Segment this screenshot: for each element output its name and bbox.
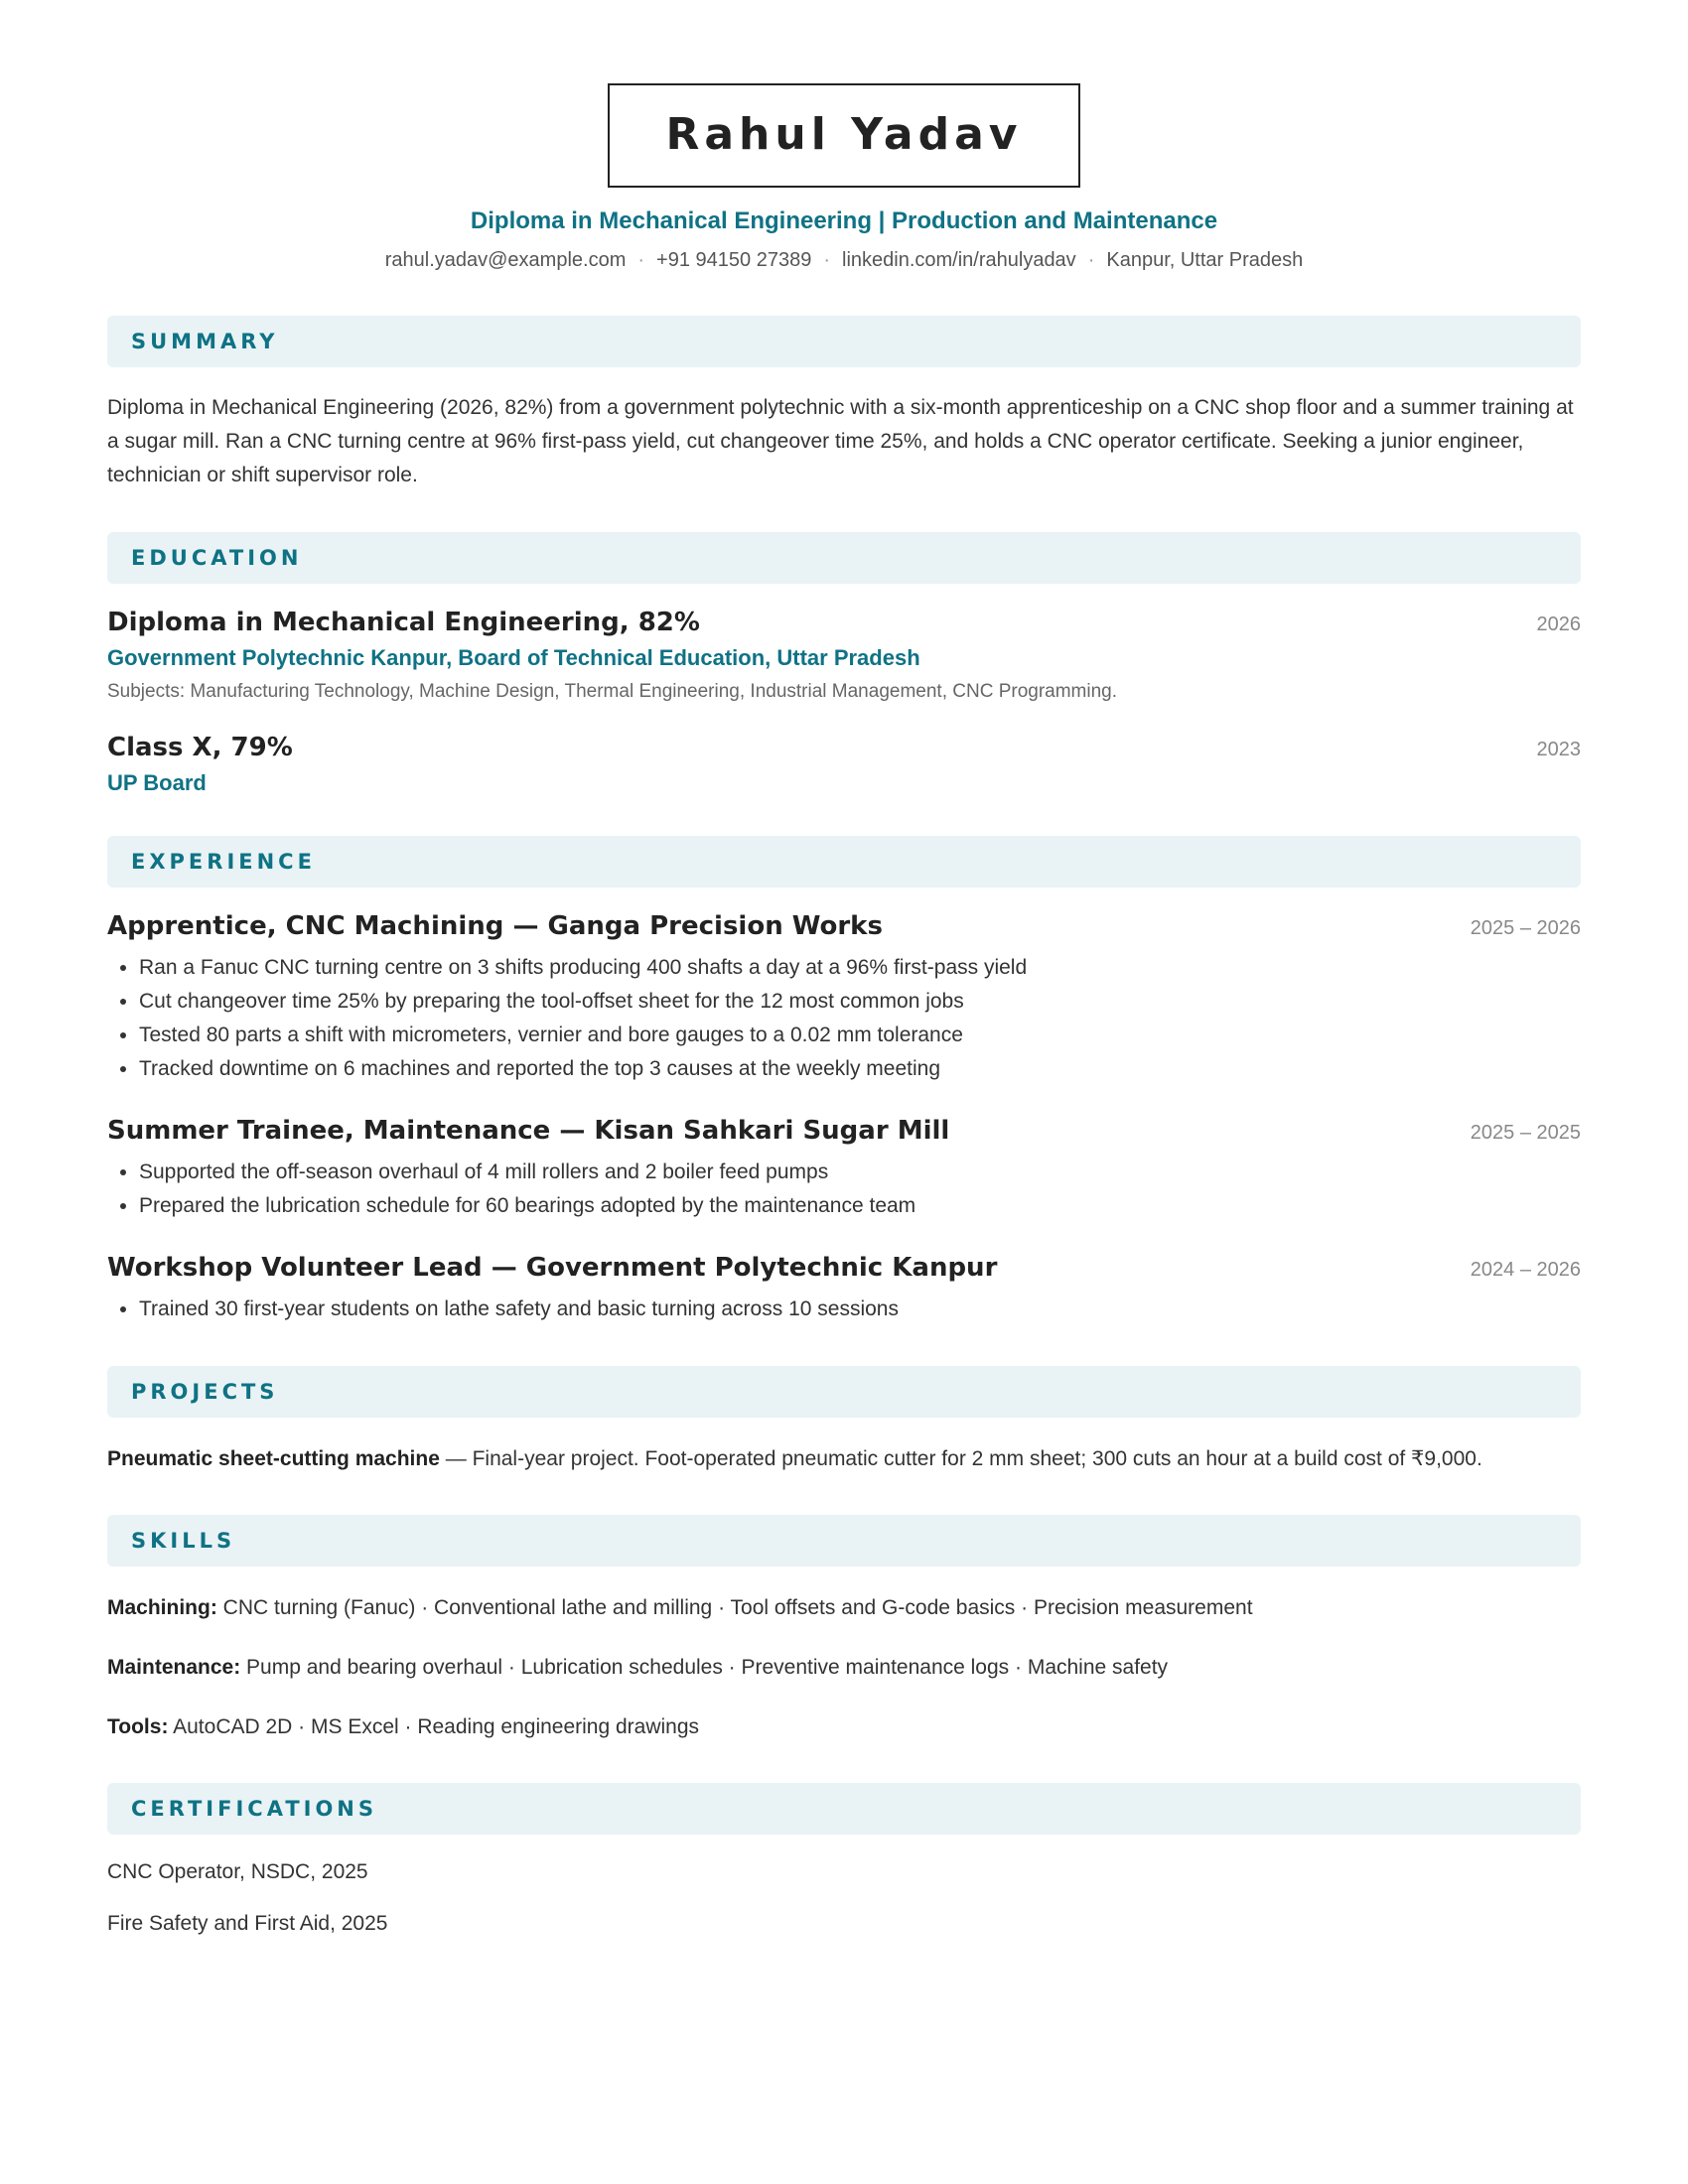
entry-header	[107, 1253, 1581, 1283]
section-header-summary: SUMMARY	[107, 316, 1581, 367]
job-title: Summer Trainee, Maintenance — Kisan Sahkari Sugar Mill	[107, 1116, 950, 1146]
contact-line	[107, 249, 1581, 272]
separator: ·	[1087, 249, 1095, 271]
contact-phone: +91 94150 27389	[656, 249, 812, 271]
section-header-experience: EXPERIENCE	[107, 836, 1581, 887]
entry-header	[107, 911, 1581, 941]
skill-values: AutoCAD 2D · MS Excel · Reading engineering drawings	[168, 1715, 700, 1738]
bullet-list	[107, 1293, 1581, 1326]
contact-email: rahul.yadav@example.com	[384, 249, 627, 271]
degree-title: Diploma in Mechanical Engineering, 82%	[107, 608, 700, 637]
experience-entry	[107, 1116, 1581, 1223]
section-header-certifications: CERTIFICATIONS	[107, 1783, 1581, 1835]
entry-header	[107, 1116, 1581, 1146]
skill-values: CNC turning (Fanuc) · Conventional lathe and milling · Tool offsets and G-code basics · Precision measurement	[216, 1596, 1253, 1619]
summary-text: Diploma in Mechanical Engineering (2026, 82%) from a government polytechnic with a six-month apprenticeship on a CNC shop floor and a summer training at a sugar mill. Ran a CNC turning centre at 96% first-pass yield, cut changeover time 25%, and holds a CNC operator certificate. Seeking a junior engineer, technician or shift supervisor role.	[107, 396, 1574, 486]
entry-date: 2023	[1536, 739, 1581, 760]
contact-linkedin: linkedin.com/in/rahulyadav	[842, 249, 1076, 271]
candidate-name: Rahul Yadav	[608, 83, 1079, 188]
bullet-item: • Tested 80 parts a shift with micrometers, vernier and bore gauges to a 0.02 mm tolerance	[139, 1019, 1581, 1052]
certification-item: CNC Operator, NSDC, 2025	[107, 1860, 368, 1883]
separator: ·	[823, 249, 830, 271]
subjects-note: Subjects: Manufacturing Technology, Machine Design, Thermal Engineering, Industrial Management, CNC Programming.	[107, 681, 1118, 702]
bullet-item: • Ran a Fanuc CNC turning centre on 3 shifts producing 400 shafts a day at a 96% first-pass yield	[139, 951, 1581, 985]
skill-label: Tools:	[107, 1715, 169, 1738]
bullet-list	[107, 1156, 1581, 1223]
entry-date: 2025 – 2026	[1470, 917, 1581, 939]
experience-entry	[107, 911, 1581, 1086]
institution: Government Polytechnic Kanpur, Board of Technical Education, Uttar Pradesh	[107, 645, 920, 670]
contact-location: Kanpur, Uttar Pradesh	[1106, 249, 1304, 271]
skill-group	[107, 1652, 1581, 1684]
education-entry	[107, 608, 1581, 703]
project-name: Pneumatic sheet-cutting machine	[107, 1447, 440, 1470]
experience-entry	[107, 1253, 1581, 1326]
degree-title: Class X, 79%	[107, 733, 293, 762]
section-header-projects: PROJECTS	[107, 1366, 1581, 1418]
entry-date: 2024 – 2026	[1470, 1259, 1581, 1281]
project-item	[107, 1443, 1581, 1475]
section-header-education: EDUCATION	[107, 532, 1581, 584]
separator: ·	[637, 249, 645, 271]
skill-group	[107, 1711, 1581, 1743]
section-header-skills: SKILLS	[107, 1515, 1581, 1567]
bullet-list	[107, 951, 1581, 1086]
bullet-item: • Tracked downtime on 6 machines and reported the top 3 causes at the weekly meeting	[139, 1052, 1581, 1086]
entry-date: 2025 – 2025	[1470, 1122, 1581, 1144]
skill-label: Machining:	[107, 1596, 217, 1619]
project-description: — Final-year project. Foot-operated pneumatic cutter for 2 mm sheet; 300 cuts an hour at a build cost of ₹9,000.	[439, 1447, 1482, 1470]
job-title: Workshop Volunteer Lead — Government Polytechnic Kanpur	[107, 1253, 998, 1283]
bullet-item: • Trained 30 first-year students on lathe safety and basic turning across 10 sessions	[139, 1293, 1581, 1326]
entry-header	[107, 733, 1581, 762]
entry-date: 2026	[1536, 614, 1581, 635]
job-title: Apprentice, CNC Machining — Ganga Precision Works	[107, 911, 883, 941]
education-entry	[107, 733, 1581, 796]
institution: UP Board	[107, 770, 207, 795]
skill-group	[107, 1592, 1581, 1624]
skill-label: Maintenance:	[107, 1656, 241, 1679]
skill-values: Pump and bearing overhaul · Lubrication schedules · Preventive maintenance logs · Machine safety	[240, 1656, 1169, 1679]
bullet-item: • Prepared the lubrication schedule for 60 bearings adopted by the maintenance team	[139, 1189, 1581, 1223]
bullet-item: • Supported the off-season overhaul of 4 mill rollers and 2 boiler feed pumps	[139, 1156, 1581, 1189]
bullet-item: • Cut changeover time 25% by preparing the tool-offset sheet for the 12 most common jobs	[139, 985, 1581, 1019]
certification-item: Fire Safety and First Aid, 2025	[107, 1912, 388, 1935]
entry-header	[107, 608, 1581, 637]
resume-header	[107, 0, 1581, 272]
headline: Diploma in Mechanical Engineering | Production and Maintenance	[470, 207, 1218, 234]
